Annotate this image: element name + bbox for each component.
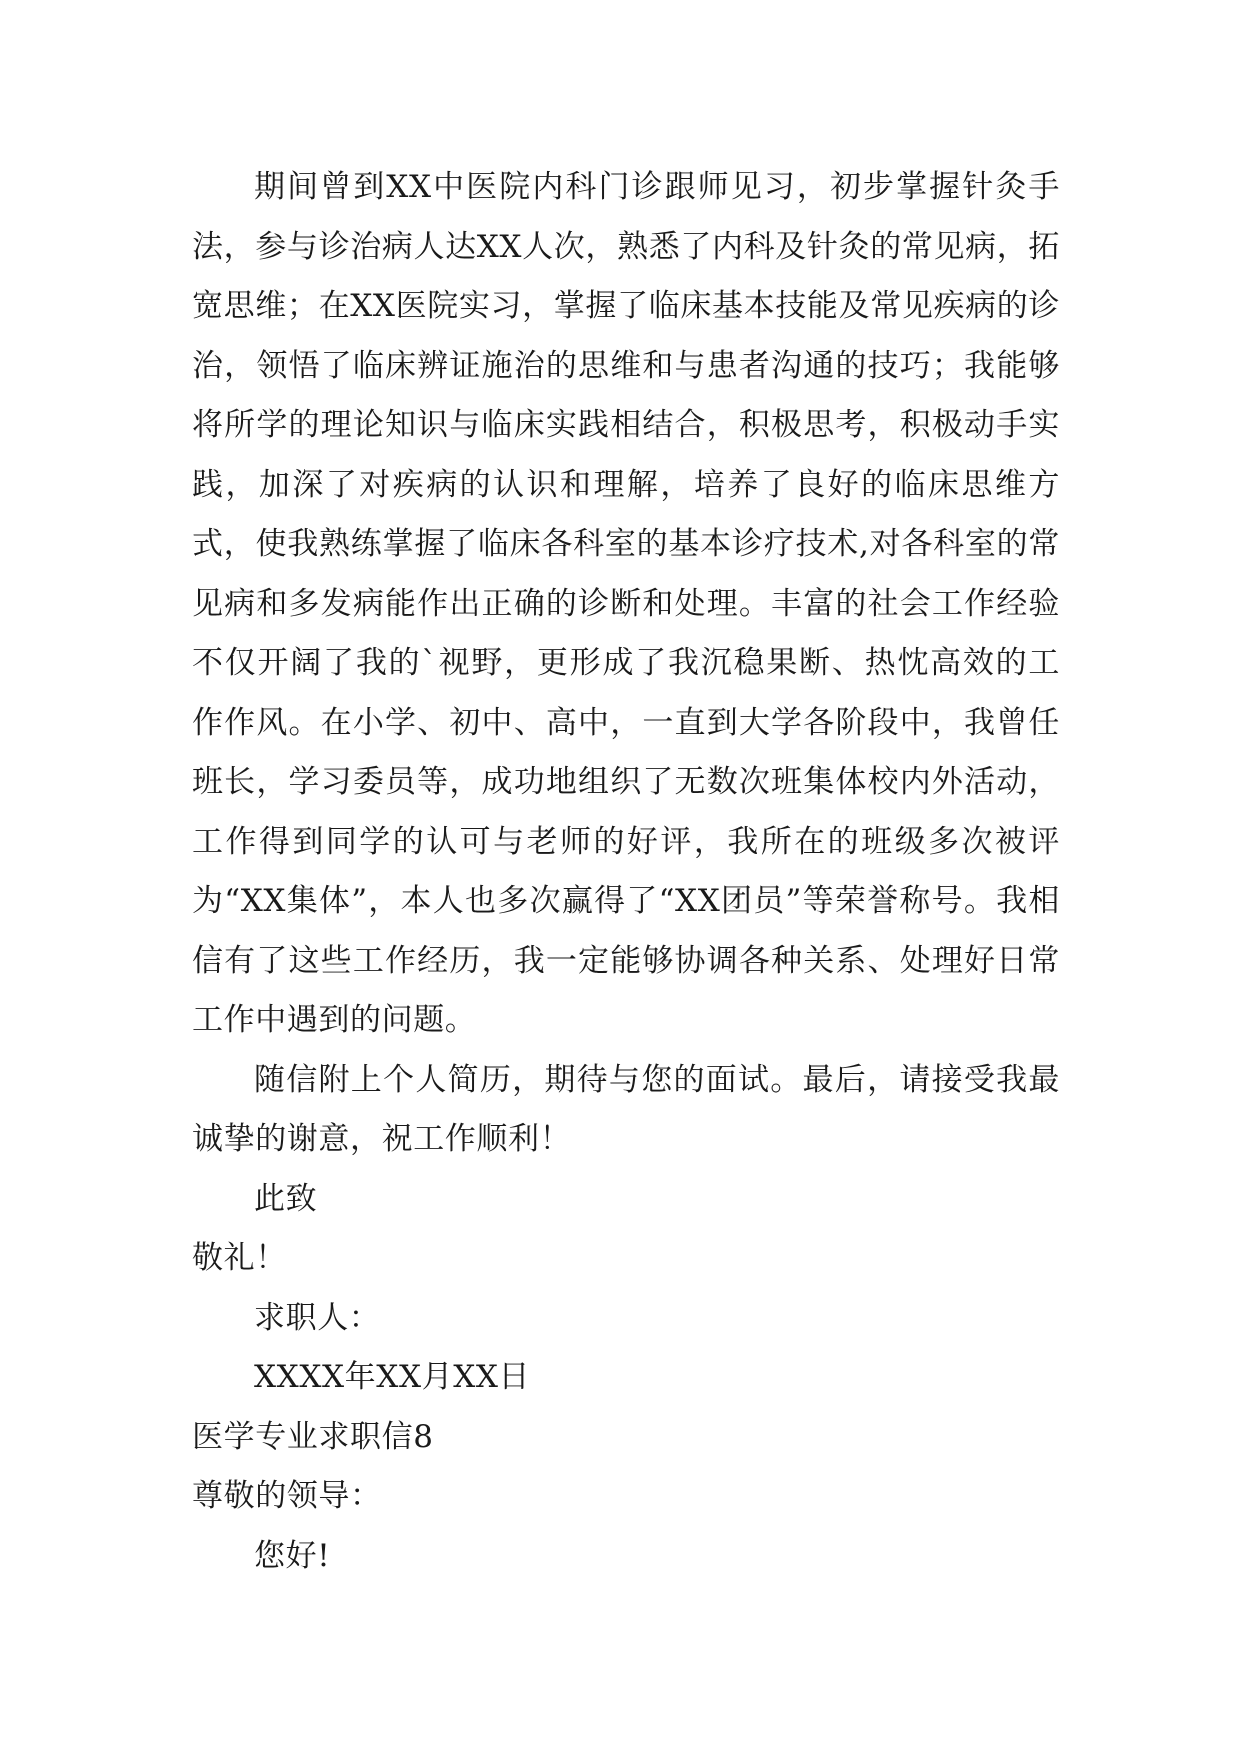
salutation: 尊敬的领导：: [192, 1478, 382, 1514]
applicant-label: 求职人：: [254, 1299, 381, 1336]
greeting: 您好!: [254, 1537, 331, 1574]
closing-respect: 此致: [254, 1180, 318, 1217]
letter-date: XXXX年XX月XX日: [254, 1359, 531, 1395]
next-letter-title: 医学专业求职信8: [192, 1418, 434, 1455]
body-paragraph-closing: 随信附上个人简历，期待与您的面试。最后，请接受我最诚挚的谢意，祝工作顺利！: [192, 1061, 1060, 1157]
body-paragraph-experience: 期间曾到XX中医院内科门诊跟师见习，初步掌握针灸手法，参与诊治病人达XX人次，熟悉了内科及针灸的常见病，拓宽思维；在XX医院实习，掌握了临床基本技能及常见疾病的诊治，领悟了临床辨证施治的思维和与患者沟通的技巧；我能够将所学的理论知识与临床实践相结合，积极思考，积极动手实践，加深了对疾病的认识和理解，培养了良好的临床思维方式，使我熟练掌握了临床各科室的基本诊疗技术,对各科室的常见病和多发病能作出正确的诊断和处理。丰富的社会工作经验不仅开阔了我的`视野，更形成了我沉稳果断、热忱高效的工作作风。在小学、初中、高中，一直到大学各阶段中，我曾任班长，学习委员等，成功地组织了无数次班集体校内外活动，工作得到同学的认可与老师的好评，我所在的班级多次被评为“XX集体”，本人也多次赢得了“XX团员”等荣誉称号。我相信有了这些工作经历，我一定能够协调各种关系、处理好日常工作中遇到的问题。: [192, 169, 1060, 1038]
closing-salute: 敬礼！: [192, 1240, 287, 1276]
letter-body: [192, 158, 1060, 1586]
